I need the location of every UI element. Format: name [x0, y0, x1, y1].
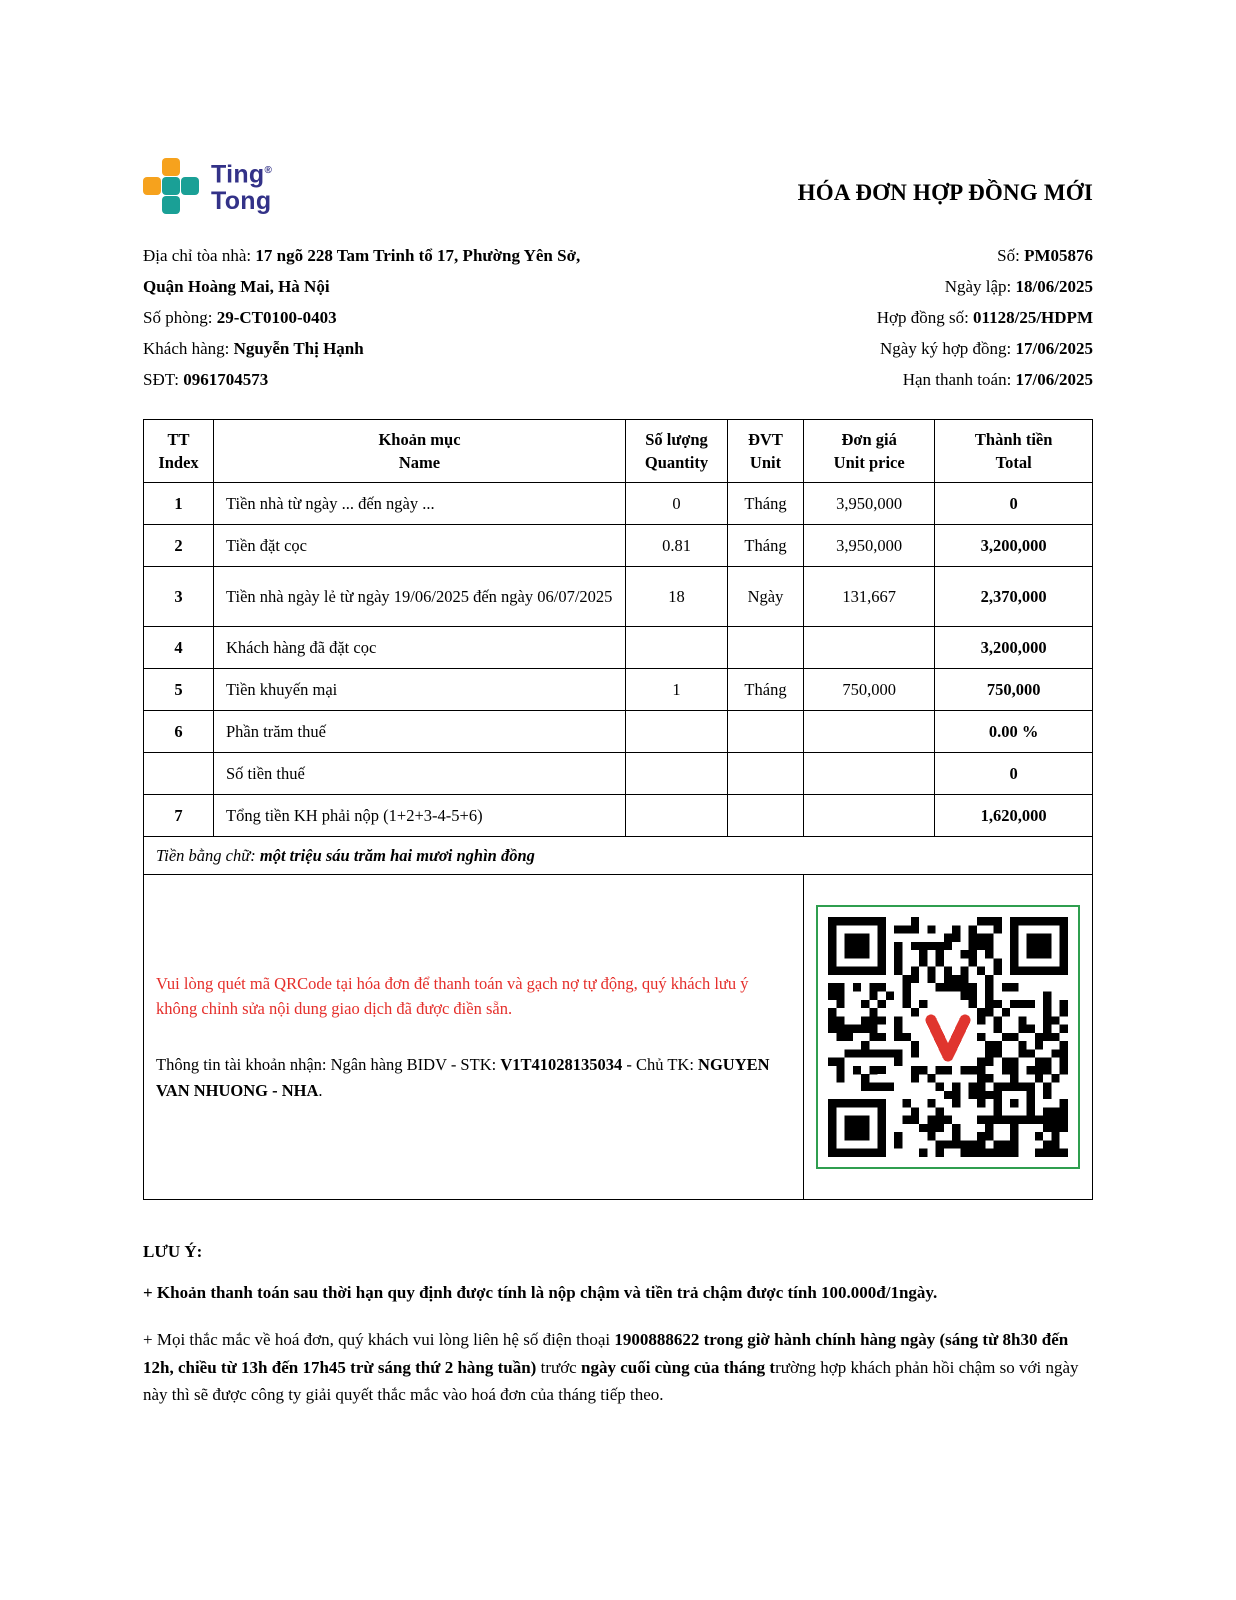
cell-index: [144, 753, 214, 795]
customer-name: [143, 333, 580, 364]
tingtong-logo-icon: [143, 158, 199, 214]
invoice-number: [877, 240, 1093, 271]
cell-unit: Ngày: [728, 567, 804, 627]
contract-number: [877, 302, 1093, 333]
info-label: Khách hàng:: [143, 339, 234, 358]
cell-unit-price: [804, 753, 935, 795]
cell-total: 750,000: [935, 669, 1093, 711]
bank-account-info: [156, 1052, 791, 1103]
registered-mark: ®: [264, 165, 273, 177]
info-label: Số phòng:: [143, 308, 217, 327]
info-label: Ngày lập:: [944, 277, 1016, 296]
qr-pattern-icon: [828, 917, 1068, 1157]
logo-line2: Tong: [211, 186, 272, 215]
cell-quantity: [626, 711, 728, 753]
info-label: SĐT:: [143, 370, 184, 389]
logo-petal: [181, 177, 199, 195]
header-en: Name: [398, 453, 441, 472]
header-vi: TT: [167, 430, 190, 449]
cell-index: 3: [144, 567, 214, 627]
cell-unit: [728, 795, 804, 837]
qr-code: [816, 905, 1080, 1169]
cell-name: Tiền đặt cọc: [214, 525, 626, 567]
cell-quantity: [626, 795, 728, 837]
invoice-table: [143, 419, 1093, 1200]
info-label: Địa chỉ tòa nhà:: [143, 246, 256, 265]
building-address-line1: [143, 240, 580, 271]
info-value: 29-CT0100-0403: [216, 308, 337, 327]
cell-unit-price: 3,950,000: [804, 525, 935, 567]
table-row: [144, 795, 1093, 837]
cell-total: 2,370,000: [935, 567, 1093, 627]
note2-hotline-bold: 1900888622 trong giờ hành chính hàng ngày (sáng từ 8h30 đến 12h, chiều từ 13h đến 17h45 trừ sáng thứ 2 hàng tuần): [143, 1330, 1069, 1377]
cell-unit: [728, 753, 804, 795]
account-prefix: Thông tin tài khoản nhận: Ngân hàng BIDV - STK:: [156, 1055, 501, 1074]
table-row: [144, 711, 1093, 753]
cell-unit: [728, 711, 804, 753]
cell-index: 5: [144, 669, 214, 711]
col-header-name: [214, 420, 626, 483]
tingtong-logo: [143, 158, 272, 214]
note-hotline: [143, 1326, 1093, 1408]
cell-unit-price: 750,000: [804, 669, 935, 711]
cell-index: 6: [144, 711, 214, 753]
logo-petal: [162, 177, 180, 195]
header-vi: ĐVT: [748, 430, 783, 449]
cell-unit: Tháng: [728, 525, 804, 567]
cell-quantity: 18: [626, 567, 728, 627]
cell-unit-price: [804, 627, 935, 669]
issue-date: [877, 271, 1093, 302]
cell-total: 0: [935, 753, 1093, 795]
table-row: [144, 753, 1093, 795]
info-value: 01128/25/HDPM: [973, 308, 1093, 327]
info-value: Nguyễn Thị Hạnh: [233, 339, 364, 358]
header-vi: Khoản mục: [378, 430, 461, 449]
amount-in-words-label: Tiền bằng chữ:: [156, 845, 260, 865]
cell-total: 3,200,000: [935, 627, 1093, 669]
cell-index: 1: [144, 483, 214, 525]
cell-quantity: 1: [626, 669, 728, 711]
cell-quantity: [626, 753, 728, 795]
info-label: Hợp đồng số:: [876, 308, 974, 327]
cell-name: Số tiền thuế: [214, 753, 626, 795]
contract-sign-date: [877, 333, 1093, 364]
amount-in-words-value: một triệu sáu trăm hai mươi nghìn đồng: [259, 845, 535, 865]
cell-quantity: [626, 627, 728, 669]
notes-section: [143, 1242, 1093, 1408]
header-en: Quantity: [644, 453, 709, 472]
amount-in-words-row: [144, 837, 1093, 875]
header-en: Unit price: [833, 453, 905, 472]
cell-index: 2: [144, 525, 214, 567]
header-en: Total: [995, 453, 1032, 472]
logo-line1: Ting: [211, 160, 265, 189]
building-address-line2: [143, 271, 580, 302]
account-suffix: .: [318, 1080, 323, 1100]
col-header-total: [935, 420, 1093, 483]
cell-unit-price: 131,667: [804, 567, 935, 627]
cell-quantity: 0.81: [626, 525, 728, 567]
note2-text: trước: [536, 1357, 581, 1377]
cell-unit: Tháng: [728, 483, 804, 525]
table-row: [144, 525, 1093, 567]
logo-wordmark: [211, 158, 272, 213]
amount-in-words: [144, 837, 1093, 875]
invoice-title: HÓA ĐƠN HỢP ĐỒNG MỚI: [797, 180, 1093, 205]
cell-name: Tiền nhà ngày lẻ từ ngày 19/06/2025 đến ngày 06/07/2025: [214, 567, 626, 627]
cell-quantity: 0: [626, 483, 728, 525]
payment-instructions: [144, 875, 804, 1200]
cell-unit-price: [804, 795, 935, 837]
col-header-unit-price: [804, 420, 935, 483]
cell-unit: Tháng: [728, 669, 804, 711]
customer-phone: [143, 364, 580, 395]
info-label: Hạn thanh toán:: [902, 370, 1016, 389]
cell-unit: [728, 627, 804, 669]
info-label: Ngày ký hợp đồng:: [880, 339, 1016, 358]
payment-due-date: [877, 364, 1093, 395]
account-holder: NGUYEN VAN NHUONG - NHA: [156, 1055, 770, 1100]
info-value: 0961704573: [183, 370, 269, 389]
logo-petal: [162, 158, 180, 176]
table-row: [144, 627, 1093, 669]
header-en: Index: [158, 453, 199, 472]
logo-petal: [162, 196, 180, 214]
info-value: 17/06/2025: [1015, 370, 1093, 389]
qr-code-cell: [804, 875, 1093, 1200]
info-value: 17/06/2025: [1015, 339, 1093, 358]
col-header-index: [144, 420, 214, 483]
cell-name: Khách hàng đã đặt cọc: [214, 627, 626, 669]
header-vi: Số lượng: [645, 430, 708, 449]
col-header-quantity: [626, 420, 728, 483]
notes-heading: LƯU Ý:: [143, 1242, 203, 1261]
note-late-payment: + Khoản thanh toán sau thời hạn quy định được tính là nộp chậm và tiền trả chậm được tính 100.000đ/1ngày.: [143, 1283, 938, 1302]
invoice-meta: [877, 240, 1093, 395]
note2-deadline-bold: ngày cuối cùng của tháng t: [580, 1357, 776, 1377]
note2-text: + Mọi thắc mắc về hoá đơn, quý khách vui lòng liên hệ số điện thoại: [143, 1330, 615, 1350]
info-value: 18/06/2025: [1015, 277, 1093, 296]
header-vi: Đơn giá: [841, 430, 897, 449]
cell-index: 4: [144, 627, 214, 669]
cell-name: Phần trăm thuế: [214, 711, 626, 753]
header-en: Unit: [749, 453, 782, 472]
cell-unit-price: 3,950,000: [804, 483, 935, 525]
table-header-row: [144, 420, 1093, 483]
header: [143, 158, 1093, 214]
logo-petal: [143, 177, 161, 195]
payment-row: [144, 875, 1093, 1200]
customer-info: [143, 240, 580, 395]
room-number: [143, 302, 580, 333]
cell-total: 0.00 %: [935, 711, 1093, 753]
info-label: Số:: [997, 246, 1025, 265]
info-value: 17 ngõ 228 Tam Trinh tổ 17, Phường Yên Sở,: [255, 246, 581, 265]
qr-payment-notice: Vui lòng quét mã QRCode tại hóa đơn để thanh toán và gạch nợ tự động, quý khách lưu ý không chỉnh sửa nội dung giao dịch đã được điền sẵn.: [156, 973, 749, 1019]
cell-total: 3,200,000: [935, 525, 1093, 567]
info-value: PM05876: [1024, 246, 1093, 265]
cell-total: 0: [935, 483, 1093, 525]
header-vi: Thành tiền: [974, 430, 1053, 449]
account-number: V1T41028135034: [500, 1055, 623, 1074]
info-value: Quận Hoàng Mai, Hà Nội: [143, 277, 330, 296]
table-row: [144, 669, 1093, 711]
cell-index: 7: [144, 795, 214, 837]
table-row: [144, 483, 1093, 525]
cell-name: Tiền khuyến mại: [214, 669, 626, 711]
note2-text: rường hợp khách phản hồi chậm so với ngày này thì sẽ được công ty giải quyết thắc mắc vào hoá đơn của tháng tiếp theo.: [143, 1357, 1079, 1404]
cell-total: 1,620,000: [935, 795, 1093, 837]
table-row: [144, 567, 1093, 627]
info-section: [143, 240, 1093, 395]
col-header-unit: [728, 420, 804, 483]
account-mid: - Chủ TK:: [622, 1055, 699, 1074]
cell-unit-price: [804, 711, 935, 753]
cell-name: Tổng tiền KH phải nộp (1+2+3-4-5+6): [214, 795, 626, 837]
cell-name: Tiền nhà từ ngày ... đến ngày ...: [214, 483, 626, 525]
